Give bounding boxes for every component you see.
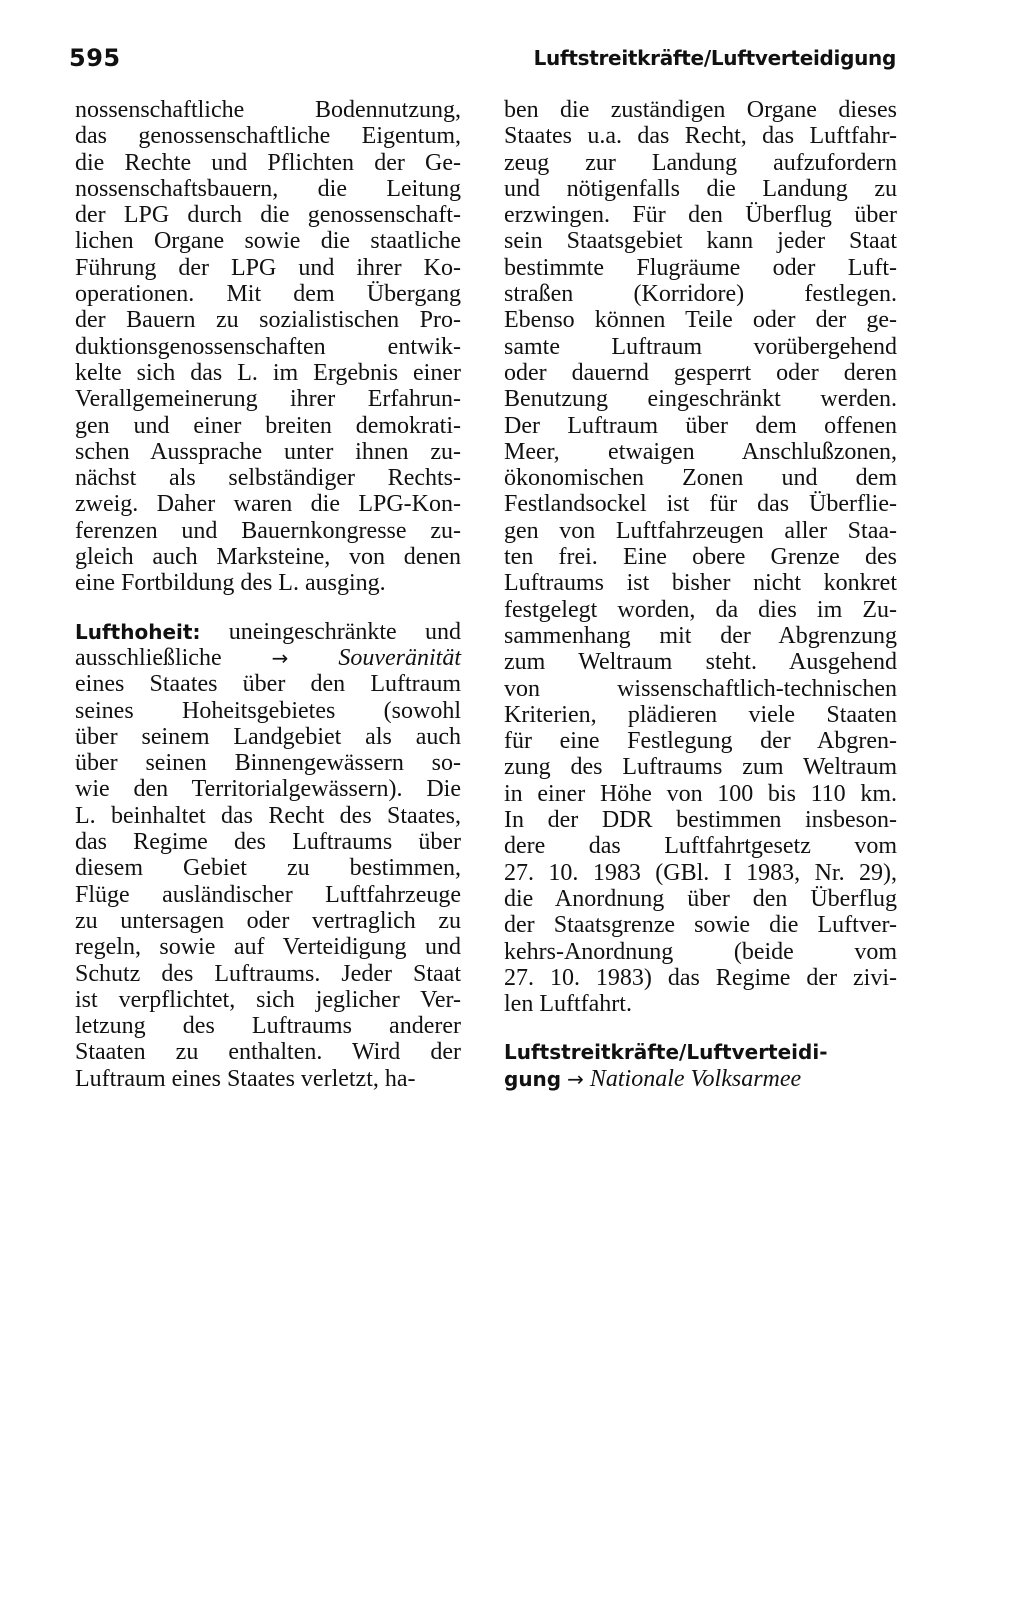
text-line: nächst als selbständiger Rechts- xyxy=(75,465,461,492)
text-line: nossenschaftliche Bodennutzung, xyxy=(75,97,461,123)
text-line: Kriterien, plädieren viele Staaten xyxy=(504,701,897,728)
entry-headword-line xyxy=(504,1066,897,1092)
text-line: regeln, sowie auf Verteidigung und xyxy=(75,934,461,961)
cross-reference-link[interactable]: Nationale Volksarmee xyxy=(589,1065,802,1092)
text-line: ökonomischen Zonen und dem xyxy=(504,465,897,492)
continuation-text xyxy=(504,97,897,1017)
text-line: zung des Luftraums zum Weltraum xyxy=(504,754,897,781)
text-line: Luftraums ist bisher nicht konkret xyxy=(504,570,897,597)
text-line: Luftraum eines Staates verletzt, ha- xyxy=(75,1065,416,1092)
continuation-text xyxy=(75,97,461,597)
text-line: Verallgemeinerung ihrer Erfahrun- xyxy=(75,386,461,413)
text-line: nossenschaftsbauern, die Leitung xyxy=(75,175,461,202)
text-line: letzung des Luftraums anderer xyxy=(75,1013,461,1040)
entry-gap xyxy=(504,1017,897,1039)
text-line: erzwingen. Für den Überflug über xyxy=(504,202,897,229)
entry-headword-continued: gung xyxy=(504,1066,562,1091)
text-line: gen von Luftfahrzeugen aller Staa- xyxy=(504,517,897,544)
text-line: seines Hoheitsgebietes (sowohl xyxy=(75,697,461,724)
text-line: zu untersagen oder vertraglich zu xyxy=(75,907,461,934)
left-column xyxy=(75,97,461,1092)
text-line: über seinen Binnengewässern so- xyxy=(75,750,461,777)
entry-body xyxy=(75,671,461,1092)
text-line: für eine Festlegung der Abgren- xyxy=(504,728,897,755)
text-line: eines Staates über den Luftraum xyxy=(75,671,461,698)
entry-headword: Lufthoheit: xyxy=(75,619,201,644)
text-line: ferenzen und Bauernkongresse zu- xyxy=(75,517,461,544)
text-line: Benutzung eingeschränkt werden. xyxy=(504,386,897,413)
text-line: die Rechte und Pflichten der Ge- xyxy=(75,149,461,176)
text-line: der LPG durch die genossenschaft- xyxy=(75,202,461,229)
text-line: operationen. Mit dem Übergang xyxy=(75,281,461,308)
text-line: ben die zuständigen Organe dieses xyxy=(504,97,897,123)
entry-second-line xyxy=(75,645,461,671)
text-line: bestimmte Flugräume oder Luft- xyxy=(504,254,897,281)
text-line: Schutz des Luftraums. Jeder Staat xyxy=(75,960,461,987)
entry-first-line xyxy=(75,619,461,645)
text-line: in einer Höhe von 100 bis 110 km. xyxy=(504,780,897,807)
text-line: ist verpflichtet, sich jeglicher Ver- xyxy=(75,986,461,1013)
text-line: über seinem Landgebiet als auch xyxy=(75,723,461,750)
text-line: wie den Territorialgewässern). Die xyxy=(75,776,461,803)
text-line: der Staatsgrenze sowie die Luftver- xyxy=(504,912,897,939)
text-line: von wissenschaftlich-technischen xyxy=(504,675,897,702)
text-line: Meer, etwaigen Anschlußzonen, xyxy=(504,438,897,465)
text-line: dere das Luftfahrtgesetz vom xyxy=(504,833,897,860)
text-line: len Luftfahrt. xyxy=(504,991,632,1018)
entry-headword-line xyxy=(504,1039,897,1065)
text-line: L. beinhaltet das Recht des Staates, xyxy=(75,802,461,829)
text-line: oder dauernd gesperrt oder deren xyxy=(504,359,897,386)
text-line: straßen (Korridore) festlegen. xyxy=(504,281,897,308)
cross-reference-arrow-icon: → xyxy=(567,1066,584,1091)
entry-lufthoheit xyxy=(75,619,461,1092)
entry-first-line-text: uneingeschränkte und xyxy=(228,618,461,645)
text-line: zum Weltraum steht. Ausgehend xyxy=(504,649,897,676)
text-line: sein Staatsgebiet kann jeder Staat xyxy=(504,228,897,255)
text-line: Führung der LPG und ihrer Ko- xyxy=(75,254,461,281)
text-line: gen und einer breiten demokrati- xyxy=(75,412,461,439)
text-line: kehrs-Anordnung (beide vom xyxy=(504,938,897,965)
text-line: der Bauern zu sozialistischen Pro- xyxy=(75,307,461,334)
text-line: Der Luftraum über dem offenen xyxy=(504,412,897,439)
text-line: festgelegt worden, da dies im Zu- xyxy=(504,596,897,623)
text-line: diesem Gebiet zu bestimmen, xyxy=(75,855,461,882)
cross-reference-link[interactable]: Souveränität xyxy=(338,644,462,671)
text-line: In der DDR bestimmen insbeson- xyxy=(504,807,897,834)
text-line: Staaten zu enthalten. Wird der xyxy=(75,1039,461,1066)
text-line: kelte sich das L. im Ergebnis einer xyxy=(75,359,461,386)
text-line: ten frei. Eine obere Grenze des xyxy=(504,544,897,571)
text-line: Flüge ausländischer Luftfahrzeuge xyxy=(75,881,461,908)
entry-headword: Luftstreitkräfte/Luftverteidi- xyxy=(504,1040,828,1065)
text-line: schen Aussprache unter ihnen zu- xyxy=(75,438,461,465)
text-line: Festlandsockel ist für das Überflie- xyxy=(504,491,897,518)
entry-luftstreitkraefte xyxy=(504,1039,897,1092)
text-line: eine Fortbildung des L. ausging. xyxy=(75,570,386,597)
text-line: sammenhang mit der Abgrenzung xyxy=(504,622,897,649)
text-line: und nötigenfalls die Landung zu xyxy=(504,175,897,202)
text-line: 27. 10. 1983 (GBl. I 1983, Nr. 29), xyxy=(504,859,897,886)
entry-gap xyxy=(75,597,461,619)
right-column xyxy=(504,97,897,1092)
text-line: das genossenschaftliche Eigentum, xyxy=(75,123,461,150)
text-line: Staates u.a. das Recht, das Luftfahr- xyxy=(504,123,897,150)
text-line: duktionsgenossenschaften entwik- xyxy=(75,333,461,360)
text-line: das Regime des Luftraums über xyxy=(75,829,461,856)
page-number: 595 xyxy=(69,44,121,72)
entry-second-line-text: ausschließliche xyxy=(75,644,222,671)
text-line: lichen Organe sowie die staatliche xyxy=(75,228,461,255)
text-line: samte Luftraum vorübergehend xyxy=(504,333,897,360)
running-head: Luftstreitkräfte/Luftverteidigung xyxy=(533,46,896,70)
text-line: 27. 10. 1983) das Regime der zivi- xyxy=(504,964,897,991)
text-line: Ebenso können Teile oder der ge- xyxy=(504,307,897,334)
text-line: zeug zur Landung aufzufordern xyxy=(504,149,897,176)
text-line: die Anordnung über den Überflug xyxy=(504,885,897,912)
text-line: gleich auch Marksteine, von denen xyxy=(75,544,461,571)
cross-reference-arrow-icon: → xyxy=(271,645,289,670)
text-line: zweig. Daher waren die LPG-Kon- xyxy=(75,491,461,518)
